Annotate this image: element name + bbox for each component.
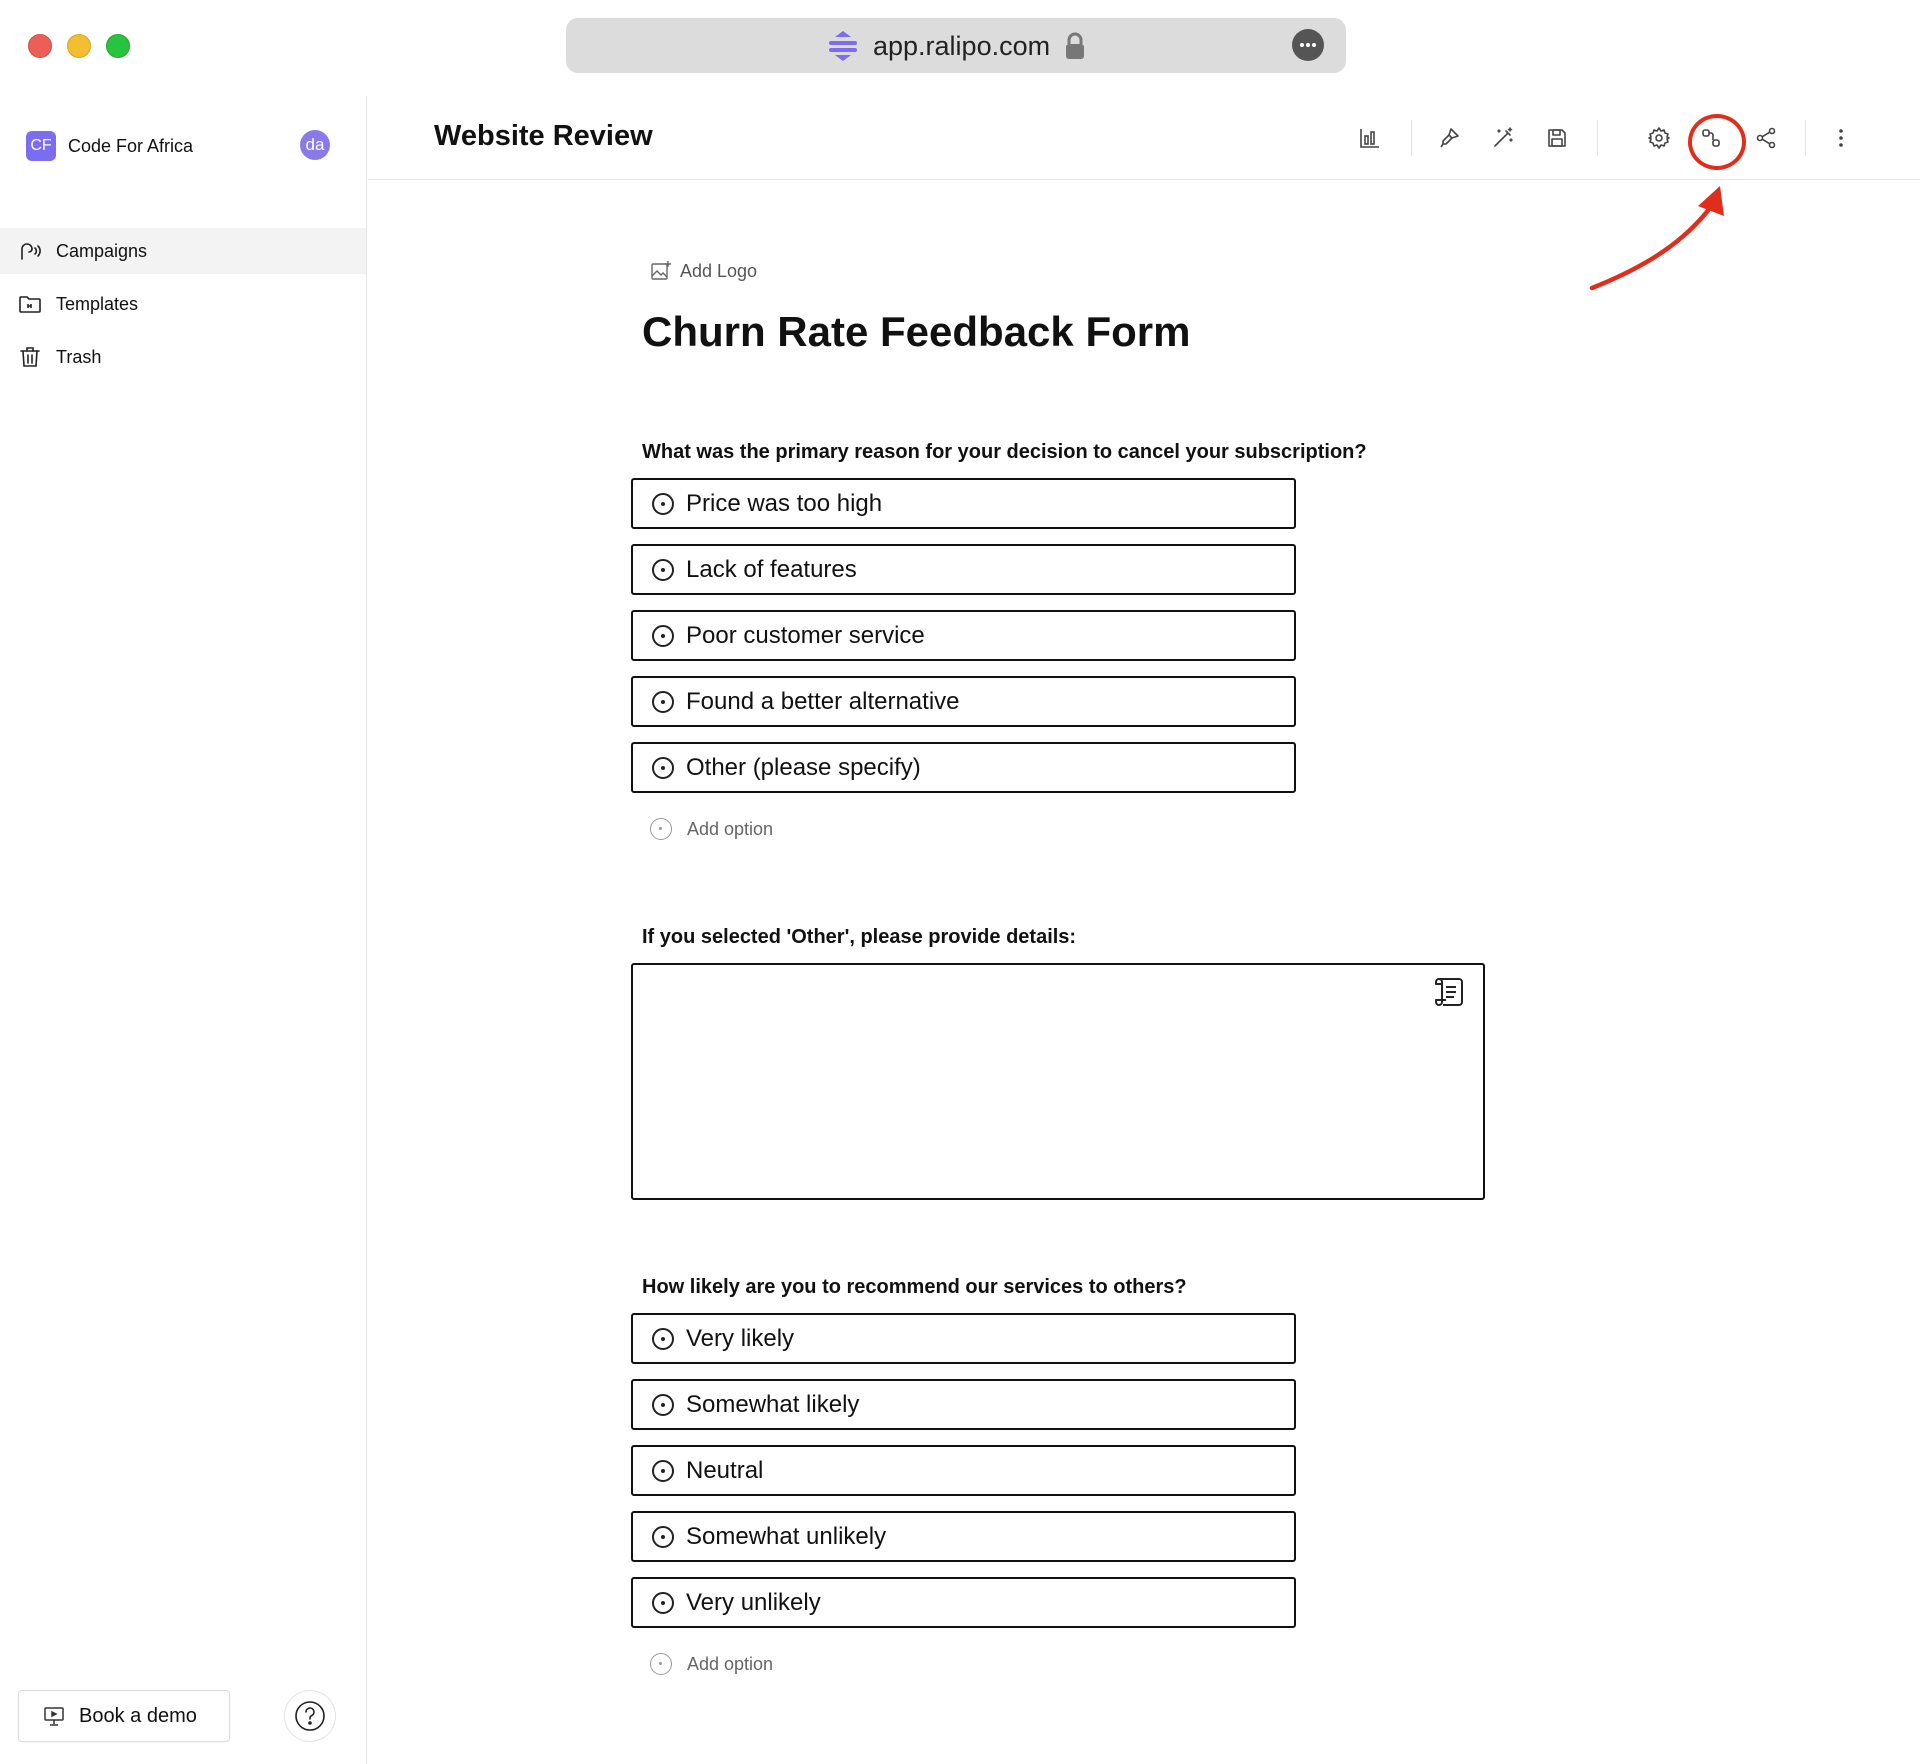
radio-icon	[652, 1394, 674, 1416]
window-close-button[interactable]	[28, 34, 52, 58]
option-label: Somewhat unlikely	[686, 1522, 887, 1550]
trash-icon	[18, 345, 42, 369]
sidebar-item-trash[interactable]	[0, 334, 366, 380]
avatar[interactable]: da	[300, 130, 330, 160]
form-title[interactable]: Churn Rate Feedback Form	[642, 308, 1191, 355]
option-label: Neutral	[686, 1456, 764, 1484]
book-demo-button[interactable]	[18, 1690, 230, 1742]
ralipo-logo-icon	[828, 30, 858, 62]
lock-icon	[1064, 32, 1086, 60]
design-button[interactable]	[1431, 120, 1467, 156]
more-options-button[interactable]	[1823, 120, 1859, 156]
add-option-label: Add option	[687, 1653, 774, 1674]
option-label: Price was too high	[686, 489, 883, 517]
choice-option[interactable]	[631, 1313, 1296, 1364]
sidebar-item-label: Campaigns	[56, 240, 148, 261]
help-icon	[294, 1700, 326, 1732]
settings-button[interactable]	[1641, 120, 1677, 156]
radio-icon	[650, 1653, 672, 1675]
save-button[interactable]	[1539, 120, 1575, 156]
design-brush-icon	[1437, 126, 1461, 150]
choice-option[interactable]	[631, 1511, 1296, 1562]
choice-option[interactable]	[631, 742, 1296, 793]
window-minimize-button[interactable]	[67, 34, 91, 58]
sidebar	[0, 96, 367, 1764]
window-zoom-button[interactable]	[106, 34, 130, 58]
org-badge: CF	[26, 131, 56, 161]
radio-icon	[652, 691, 674, 713]
save-icon	[1545, 126, 1569, 150]
option-label: Lack of features	[686, 555, 857, 583]
radio-icon	[652, 1328, 674, 1350]
analytics-button[interactable]	[1352, 120, 1388, 156]
toolbar-divider	[1597, 120, 1598, 156]
address-bar[interactable]	[566, 18, 1346, 73]
more-horizontal-icon[interactable]	[1292, 29, 1324, 61]
radio-icon	[652, 493, 674, 515]
choice-option[interactable]	[631, 1445, 1296, 1496]
radio-icon	[650, 818, 672, 840]
add-logo-button[interactable]	[650, 260, 757, 282]
settings-icon	[1647, 126, 1671, 150]
option-label: Poor customer service	[686, 621, 925, 649]
sidebar-item-label: Trash	[56, 346, 102, 367]
share-icon	[1754, 126, 1778, 150]
option-label: Very likely	[686, 1324, 795, 1352]
org-name: Code For Africa	[68, 135, 194, 156]
radio-icon	[652, 1526, 674, 1548]
add-logo-label: Add Logo	[680, 260, 758, 281]
choice-option[interactable]	[631, 478, 1296, 529]
option-label: Other (please specify)	[686, 753, 921, 781]
toolbar-divider	[1411, 120, 1412, 156]
option-label: Found a better alternative	[686, 687, 960, 715]
option-label: Somewhat likely	[686, 1390, 860, 1418]
magic-wand-icon	[1491, 126, 1515, 150]
radio-icon	[652, 757, 674, 779]
image-add-icon	[650, 260, 672, 282]
magic-button[interactable]	[1485, 120, 1521, 156]
url-text: app.ralipo.com	[873, 31, 1051, 61]
sidebar-item-label: Templates	[56, 293, 139, 314]
radio-icon	[652, 1460, 674, 1482]
sidebar-item-campaigns[interactable]	[0, 228, 366, 274]
org-switcher[interactable]	[26, 130, 193, 162]
annotation-circle	[1688, 114, 1746, 170]
radio-icon	[652, 625, 674, 647]
choice-option[interactable]	[631, 610, 1296, 661]
option-label: Very unlikely	[686, 1588, 821, 1616]
help-button[interactable]	[284, 1690, 336, 1742]
analytics-icon	[1358, 126, 1382, 150]
templates-folder-icon	[18, 292, 42, 316]
question-title[interactable]: What was the primary reason for your decision to cancel your subscription?	[642, 441, 1367, 463]
page-title: Website Review	[434, 120, 653, 152]
annotation-arrow	[1580, 180, 1740, 300]
add-option-button[interactable]	[650, 1653, 773, 1675]
more-vertical-icon	[1829, 126, 1853, 150]
radio-icon	[652, 559, 674, 581]
choice-option[interactable]	[631, 676, 1296, 727]
toolbar-divider	[1805, 120, 1806, 156]
choice-option[interactable]	[631, 544, 1296, 595]
choice-option[interactable]	[631, 1577, 1296, 1628]
browser-chrome	[0, 0, 1920, 96]
choice-option[interactable]	[631, 1379, 1296, 1430]
presentation-icon	[43, 1705, 65, 1727]
add-option-label: Add option	[687, 818, 774, 839]
long-text-icon	[1433, 975, 1467, 1009]
question-title[interactable]: If you selected 'Other', please provide details:	[642, 926, 1077, 948]
sidebar-item-templates[interactable]	[0, 281, 366, 327]
question-title[interactable]: How likely are you to recommend our services to others?	[642, 1276, 1187, 1298]
share-button[interactable]	[1748, 120, 1784, 156]
long-text-field[interactable]	[631, 963, 1485, 1200]
add-option-button[interactable]	[650, 818, 773, 840]
radio-icon	[652, 1592, 674, 1614]
campaigns-icon	[18, 239, 42, 263]
book-demo-label: Book a demo	[79, 1704, 197, 1727]
